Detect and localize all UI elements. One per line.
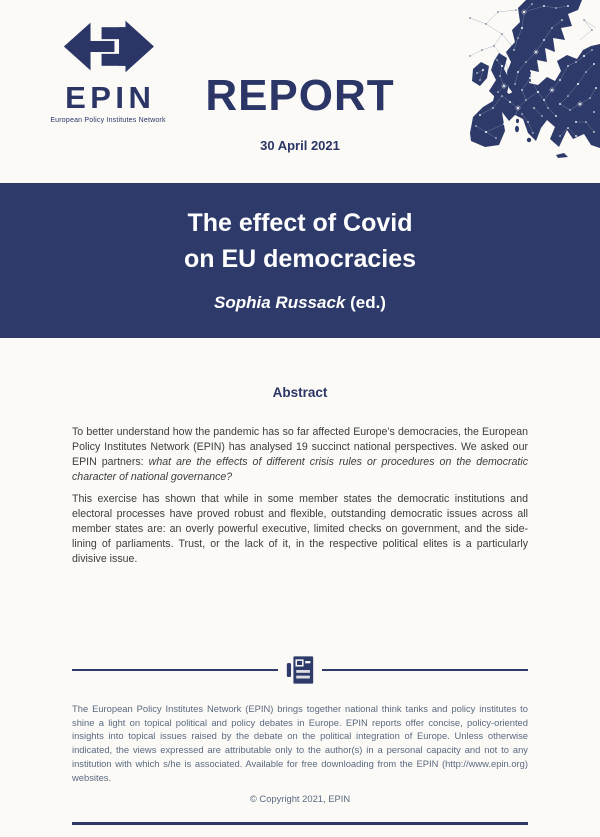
abstract-paragraph-2: This exercise has shown that while in some member states the democratic institutions and electoral processes have proved robust and flexible, outstanding democratic issues across all member states are: an overly powerful executive, limited checks on government, and the side-lining of parliaments. Trust, or the lack of it, in the respective political elites is a particularly divisive issue. — [72, 493, 528, 565]
author-line — [0, 293, 600, 313]
document-type-label: REPORT — [205, 71, 395, 120]
author-name: Sophia Russack — [214, 293, 346, 312]
divider-rule-left — [72, 669, 278, 671]
author-suffix: (ed.) — [345, 293, 386, 312]
abstract-paragraph-1-regular: To better understand how the pandemic has so far affected Europe’s democracies, the European Policy Institutes Network (EPIN) has analysed 19 succinct national perspectives. We asked our EPIN partners: — [72, 426, 528, 468]
report-document-icon — [283, 654, 317, 686]
about-epin-text: The European Policy Institutes Network (EPIN) brings together national think tanks and policy institutes to shine a light on topical political and policy debates in Europe. EPIN reports offer concise, policy-oriented insights into topical issues raised by the debate on the political integration of Europe. Unless otherwise indicated, the views expressed are attributable only to the author(s) in a personal capacity and not to any institution with which s/he is associated. Available for free downloading from the EPIN (http://www.epin.org) websites. — [72, 703, 528, 783]
divider-rule-right — [322, 669, 528, 671]
logo-acronym: EPIN — [65, 80, 156, 115]
europe-network-map — [460, 0, 600, 165]
report-title-line1: The effect of Covid — [187, 209, 413, 237]
header — [0, 0, 600, 183]
section-divider — [72, 653, 528, 687]
abstract-paragraph-1 — [72, 425, 528, 485]
title-banner — [0, 183, 600, 338]
abstract-paragraph-1-italic: what are the effects of different crisis rules or procedures on the democratic character of national governance? — [72, 456, 529, 483]
report-title-line2: on EU democracies — [183, 245, 417, 273]
copyright-notice: © Copyright 2021, EPIN — [249, 793, 351, 805]
publication-date: 30 April 2021 — [260, 138, 340, 153]
bottom-rule — [72, 822, 528, 825]
abstract-heading: Abstract — [272, 385, 328, 400]
logo-subtitle: European Policy Institutes Network — [50, 117, 166, 124]
report-title — [0, 183, 600, 277]
epin-double-arrow-icon — [61, 18, 155, 75]
content — [72, 384, 528, 825]
